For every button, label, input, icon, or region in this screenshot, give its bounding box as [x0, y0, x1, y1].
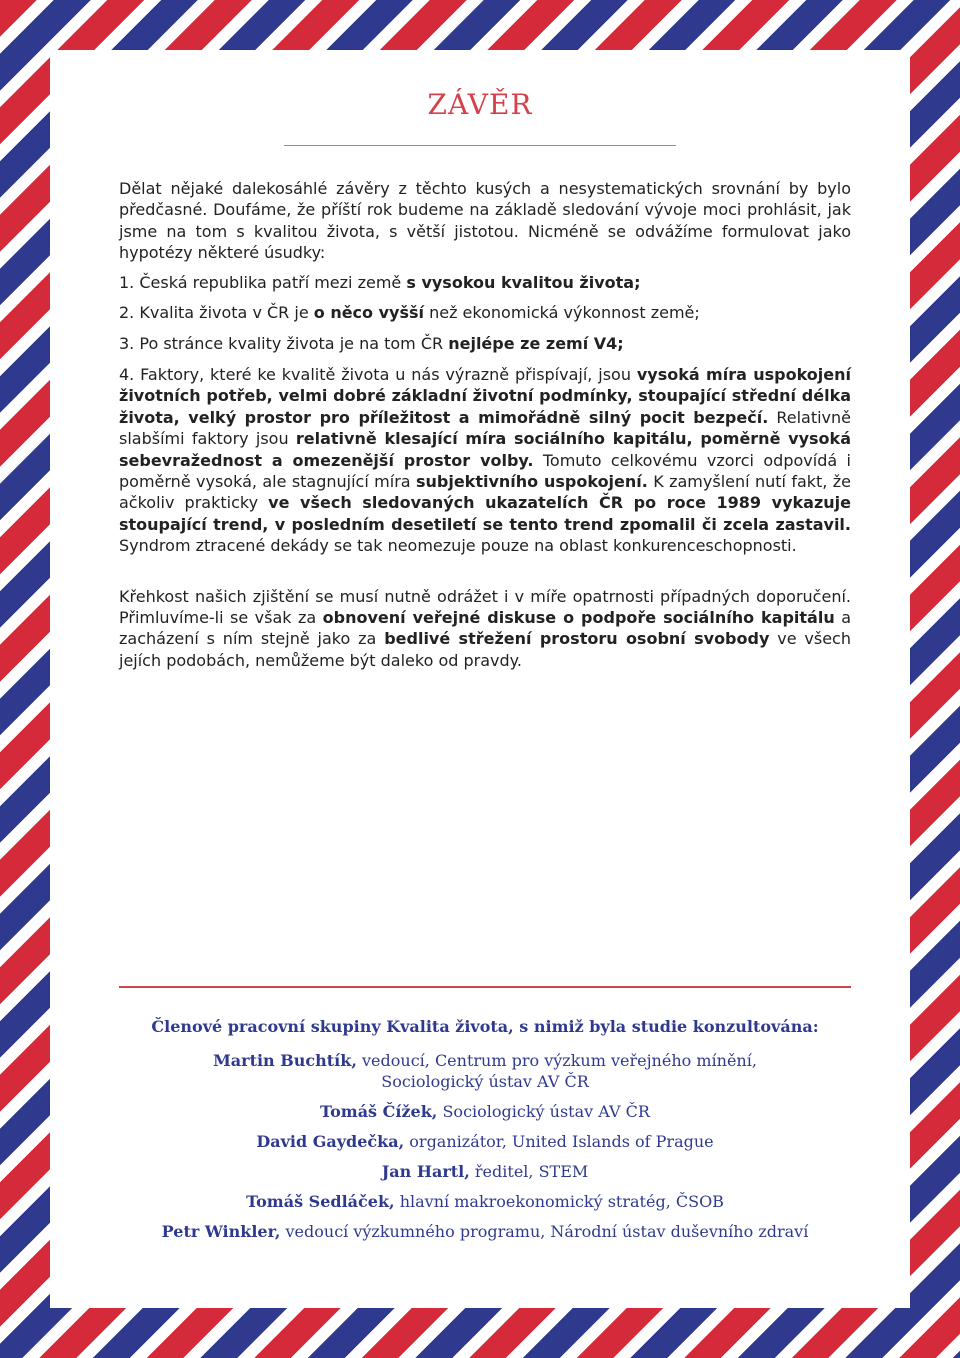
closing-text: Křehkost našich zjištění se musí nutně odrážet i v míře opatrnosti případných doporučení. Přimluvíme-li se však za [119, 586, 851, 628]
member-entry [119, 1050, 851, 1092]
list-item [119, 364, 851, 557]
list-emphasis: o něco vyšší [313, 303, 424, 323]
member-role: ředitel, STEM [474, 1162, 589, 1181]
closing-text: ve všech jejích podobách, nemůžeme být daleko od pravdy. [119, 629, 851, 670]
list-emphasis: relativně klesající míra sociálního kapitálu, poměrně vysoká sebevražednost a omezenější prostor volby. [119, 429, 851, 470]
member-entry [119, 1221, 851, 1242]
title-divider [284, 145, 676, 146]
list-item [119, 333, 851, 354]
list-item [119, 302, 851, 323]
member-role: hlavní makroekonomický stratég, ČSOB [399, 1192, 724, 1211]
member-role: Sociologický ústav AV ČR [442, 1102, 650, 1121]
members-divider [119, 986, 851, 988]
list-text: než ekonomická výkonnost země; [424, 303, 700, 323]
member-entry [119, 1101, 851, 1122]
closing-emphasis: obnovení veřejné diskuse o podpoře sociálního kapitálu [322, 608, 835, 628]
member-entry [119, 1131, 851, 1152]
conclusion-body [119, 178, 851, 671]
list-emphasis: nejlépe ze zemí V4; [448, 334, 624, 354]
list-emphasis: vysoká míra uspokojení životních potřeb, velmi dobré základní životní podmínky, stoupající střední délka života, velký prostor pro příležitost a mimořádně silný pocit bezpečí. [119, 365, 852, 427]
page-title: ZÁVĚR [427, 88, 533, 121]
working-group-members [119, 1016, 851, 1251]
list-emphasis: s vysokou kvalitou života; [406, 272, 641, 292]
member-role: vedoucí, Centrum pro výzkum veřejného mínění, [362, 1051, 757, 1070]
document-sheet [50, 50, 910, 1308]
intro-paragraph: Dělat nějaké dalekosáhlé závěry z těchto kusých a nesystematických srovnání by bylo předčasné. Doufáme, že příští rok budeme na základě sledování vývoje moci prohlásit, jak jsme na tom s kvalitou života, s větší jistotou. Nicméně se odvážíme formulovat jako hypotézy některé úsudky: [119, 179, 851, 263]
list-number: 4. [119, 365, 135, 385]
list-text: Relativně slabšími faktory jsou [119, 407, 851, 449]
members-heading: Členové pracovní skupiny Kvalita života, s nimiž byla studie konzultována: [151, 1017, 819, 1036]
list-text: Česká republika patří mezi země [139, 272, 407, 292]
member-role: vedoucí výzkumného programu, Národní ústav duševního zdraví [285, 1222, 809, 1241]
member-name: Tomáš Čížek, [320, 1102, 438, 1121]
member-role: Sociologický ústav AV ČR [381, 1072, 589, 1091]
list-emphasis: ve všech sledovaných ukazatelích ČR po roce 1989 vykazuje stoupající trend, v posledním desetiletí se tento trend zpomalil či zcela zastavil. [119, 493, 851, 534]
member-name: Petr Winkler, [161, 1222, 281, 1241]
member-name: David Gaydečka, [256, 1132, 405, 1151]
list-number: 1. [119, 272, 135, 292]
list-text: Faktory, které ke kvalitě života u nás výrazně přispívají, jsou [140, 365, 637, 385]
closing-text: a zacházení s ním stejně jako za [119, 608, 851, 649]
closing-emphasis: bedlivé střežení prostoru osobní svobody [384, 629, 770, 649]
list-number: 3. [119, 334, 135, 354]
list-number: 2. [119, 303, 135, 323]
member-role: organizátor, United Islands of Prague [409, 1132, 714, 1151]
list-text: K zamyšlení nutí fakt, že ačkoliv prakticky [119, 472, 852, 513]
member-entry [119, 1161, 851, 1182]
list-text: Syndrom ztracené dekády se tak neomezuje pouze na oblast konkurenceschopnosti. [119, 536, 797, 556]
list-text: Po stránce kvality života je na tom ČR [139, 334, 449, 354]
hypotheses-list [119, 272, 851, 557]
member-entry [119, 1191, 851, 1212]
member-name: Martin Buchtík, [213, 1051, 357, 1070]
member-name: Jan Hartl, [381, 1162, 470, 1181]
list-item [119, 272, 851, 293]
list-text: Tomuto celkovému vzorci odpovídá i poměrně vysoká, ale stagnující míra [119, 450, 851, 492]
closing-paragraph [119, 586, 851, 672]
list-text: Kvalita života v ČR je [139, 303, 314, 323]
member-name: Tomáš Sedláček, [246, 1192, 395, 1211]
list-emphasis: subjektivního uspokojení. [415, 472, 648, 492]
